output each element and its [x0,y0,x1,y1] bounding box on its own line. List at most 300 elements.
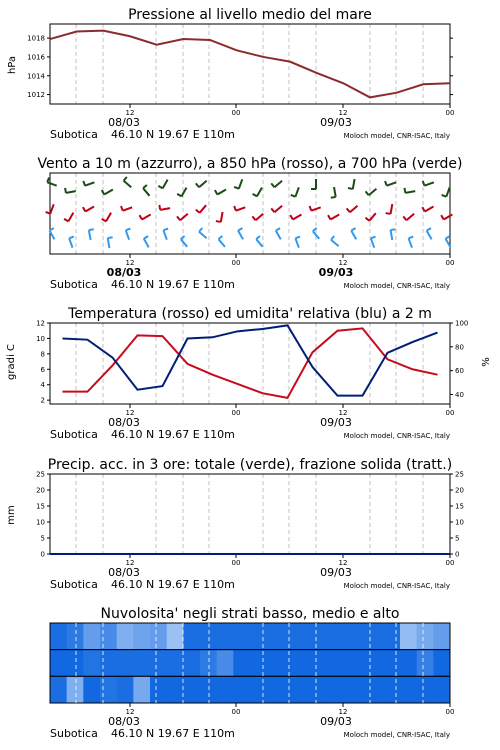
wind-barb-flag [441,215,444,219]
wind-barb [291,187,299,196]
wind-barb-flag [102,190,105,194]
wind-barb-flag [290,215,293,219]
wind-barb-flag [219,236,223,239]
wind-panel [46,173,455,267]
wind-barb-flag [163,229,168,231]
cloud-cell [217,650,234,677]
x-tick-label: 00 [231,559,241,567]
wind-barb-shaft [409,238,412,247]
cloud-cell [433,650,450,677]
wind-barb-flag [159,205,160,210]
wind-barb-shaft [106,213,111,222]
wind-barb-shaft [180,214,188,220]
cloud-cell [183,676,200,703]
cloud-cell [167,623,184,650]
wind-barb-shaft [47,182,56,185]
y-tick-label: 15 [36,502,45,511]
wind-barb [422,207,433,212]
cloud-cell [367,623,384,650]
wind-barb [181,236,187,247]
wind-barb [403,214,414,220]
wind-barb [216,212,223,222]
wind-barb-shaft [334,187,336,197]
wind-barb-shaft [293,215,302,220]
cloud-cell [283,650,300,677]
wind-barb-flag [295,237,300,239]
cloud-cell [400,650,417,677]
wind-barb-flag [196,183,199,187]
wind-barb [366,189,377,195]
wind-barb [215,190,226,195]
cloud-cell [217,676,234,703]
cloud-cell [233,676,250,703]
wind-barb-flag [256,236,260,239]
cloud-cell [50,650,67,677]
x-tick-label: 12 [125,559,135,567]
cloud-cell [417,676,434,703]
cloud-cell [133,676,150,703]
wind-barb-flag [216,221,221,222]
wind-barb-flag [348,188,353,189]
wind-barb [159,205,170,210]
wind-barb-flag [347,208,350,212]
wind-barb-flag [366,218,370,221]
wind-barb [65,188,76,193]
y-tick-label-right: 100 [455,319,469,328]
wind-barb-shaft [221,212,223,222]
pressure-panel [27,24,454,117]
cloud-cell [300,623,317,650]
wind-barb [89,229,94,240]
cloud-cell [250,623,267,650]
wind-barb [139,215,150,220]
y-tick-label: 8 [40,350,45,359]
wind-barb-flag [124,177,127,181]
wind-barb-shaft [50,204,53,213]
y-tick-label: 1018 [27,34,45,43]
credit-label: Moloch model, CNR-ISAC, Italy [343,731,450,739]
wind-barb [252,214,263,220]
y-tick-label-right: 80 [455,343,464,352]
cloud-cell [150,676,167,703]
wind-barb-shaft [238,231,243,240]
wind-barb-shaft [295,187,298,196]
wind-barb-shaft [350,206,358,212]
date-label: 08/03 [108,416,140,429]
cloud-cell [133,650,150,677]
wind-barb-shaft [85,207,94,212]
wind-barb [427,228,432,239]
y-tick-label: 1012 [27,91,45,100]
wind-barb-flag [234,187,239,189]
cloud-cell [317,623,334,650]
cloud-cell [150,623,167,650]
wind-barb-flag [423,181,425,186]
x-tick-label: 12 [125,259,135,267]
cloud-cell [83,650,100,677]
cloud-cell [283,676,300,703]
y-tick-label: 4 [40,381,45,390]
wind-barb-shaft [391,230,393,240]
wind-barb-shaft [295,238,298,247]
wind-barb [83,181,94,186]
cloud-cell [233,623,250,650]
wind-title: Vento a 10 m (azzurro), a 850 hPa (rosso), a 700 hPa (verde) [37,156,463,172]
wind-barb-flag [276,228,280,231]
x-tick-label: 00 [231,259,241,267]
wind-barb-shaft [123,207,132,210]
wind-barb-shaft [68,213,73,222]
wind-barb-flag [442,195,447,197]
cloud-cell [383,650,400,677]
wind-barb-shaft [124,181,132,187]
x-tick-label: 00 [231,708,241,716]
x-tick-label: 12 [338,259,348,267]
wind-barb [348,179,355,189]
wind-barb-shaft [351,231,356,240]
wind-barb [253,188,262,197]
y-tick-label-right: 20 [455,486,464,495]
coords-label: 46.10 N 19.67 E 110m [111,278,235,291]
x-tick-label: 00 [445,708,455,716]
wind-barb [385,181,396,186]
cloud-cell [83,623,100,650]
wind-barb-shaft [66,191,76,193]
wind-barb [442,187,450,196]
wind-barb-flag [102,219,106,222]
date-label: 08/03 [106,266,142,279]
y-tick-label: 2 [40,396,45,405]
credit-label: Moloch model, CNR-ISAC, Italy [343,582,450,590]
wind-barb-shaft [143,188,149,196]
y-tick-label: 10 [36,334,45,343]
pressure-line [50,31,450,98]
x-tick-label: 12 [125,109,135,117]
cloud-cell [317,650,334,677]
wind-barb-flag [310,206,312,211]
y-tick-label-right: 40 [455,390,464,399]
credit-label: Moloch model, CNR-ISAC, Italy [343,432,450,440]
coords-label: 46.10 N 19.67 E 110m [111,578,235,591]
y-tick-label: 12 [36,319,45,328]
y-tick-label-right: 0 [455,550,460,559]
wind-barb [177,214,188,220]
credit-label: Moloch model, CNR-ISAC, Italy [343,132,450,140]
wind-barb [144,236,149,247]
y-tick-label-right: 5 [455,534,460,543]
wind-barb [196,205,206,213]
wind-barb [158,180,167,189]
wind-barb-flag [386,213,391,214]
cloud-cell [117,676,134,703]
wind-barb-shaft [276,231,281,240]
wind-barb-flag [126,229,131,231]
wind-barb-flag [328,215,331,219]
wind-barb-flag [83,207,86,211]
x-tick-label: 00 [445,259,455,267]
y-tick-label: 25 [36,470,45,479]
wind-barb-flag [64,219,68,222]
panel-frame [50,323,450,404]
x-tick-label: 12 [338,409,348,417]
wind-barb [196,181,207,187]
wind-barb [310,206,321,211]
wind-barb-flag [83,181,85,186]
wind-barb-shaft [236,207,245,210]
cloud-cell [300,676,317,703]
cloud-cell [317,676,334,703]
location-label: Subotica [50,128,98,141]
precip-panel [36,471,464,568]
date-label: 09/03 [320,566,352,579]
wind-barb-flag [238,228,242,231]
wind-barb [64,213,73,222]
y-tick-label-right: 25 [455,470,464,479]
wind-barb-shaft [387,182,396,185]
wind-barb-shaft [69,238,72,247]
wind-barb-flag [271,183,274,187]
wind-barb-shaft [274,206,282,212]
cloud-cell [267,650,284,677]
x-tick-label: 00 [445,559,455,567]
y-tick-label-right: 60 [455,367,464,376]
x-tick-label: 00 [445,409,455,417]
date-label: 08/03 [108,116,140,129]
cloud-cell [350,650,367,677]
cloud-cell [50,623,67,650]
wind-barb [423,181,434,186]
cloud-cell [333,650,350,677]
cloud-cell [367,676,384,703]
cloud-cell [400,623,417,650]
cloud-cell [383,676,400,703]
x-tick-label: 12 [125,708,135,716]
wind-barb-flag [139,215,142,219]
wind-barb-shaft [331,240,339,246]
cloud-cell [67,676,84,703]
x-tick-label: 12 [338,109,348,117]
cloud-cell [333,623,350,650]
cloud-cell [433,623,450,650]
wind-barb-shaft [257,188,262,197]
wind-barb [391,229,396,240]
wind-barb-flag [108,237,113,238]
cloud-cell [233,650,250,677]
wind-barb [163,229,168,240]
wind-barb-shaft [405,191,415,193]
wind-barb-shaft [144,239,149,248]
wind-barb-shaft [217,190,226,195]
wind-barb [199,228,207,238]
wind-barb [234,206,245,211]
location-label: Subotica [50,278,98,291]
wind-barb-shaft [219,239,225,247]
wind-barb [256,236,262,247]
x-tick-label: 12 [338,708,348,716]
cloud-cell [433,676,450,703]
coords-label: 46.10 N 19.67 E 110m [111,727,235,740]
cloud-cell [183,623,200,650]
wind-barb-shaft [256,239,262,247]
y-tick-label: 1016 [27,53,45,62]
wind-barb [124,177,132,187]
wind-barb [347,206,358,212]
wind-barb-flag [253,194,257,197]
cloud-panel [50,623,454,716]
wind-barb-shaft [444,215,453,220]
cloud-cell [250,676,267,703]
wind-barb [441,215,452,220]
cloud-cell [350,623,367,650]
wind-barb [295,237,300,248]
y-tick-label: 6 [40,365,45,374]
cloud-cell [250,650,267,677]
wind-barb-flag [144,236,148,239]
wind-barb [371,237,376,248]
wind-barb-shaft [371,238,374,247]
wind-barb-shaft [200,205,206,213]
wind-barb-flag [427,228,431,231]
wind-barb-shaft [108,238,110,248]
wind-barb-shaft [163,180,168,189]
y-tick-label: 20 [36,486,45,495]
wind-barb [404,188,415,193]
date-label: 08/03 [108,566,140,579]
date-label: 08/03 [108,715,140,728]
wind-barb [234,179,242,188]
cloud-cell [267,623,284,650]
wind-barb [311,179,316,189]
date-label: 09/03 [320,715,352,728]
coords-label: 46.10 N 19.67 E 110m [111,428,235,441]
wind-barb-shaft [274,181,282,187]
wind-barb [328,215,339,220]
wind-barb-flag [234,206,236,211]
wind-barb-flag [69,237,74,239]
wind-barb-shaft [199,181,207,187]
y-tick-label: 10 [36,518,45,527]
wind-barb [276,228,281,239]
cloud-cell [400,676,417,703]
wind-barb [271,181,282,187]
wind-barb [409,237,414,248]
cloud-cell [333,676,350,703]
wind-barb-flag [47,178,49,183]
precip-ylabel: mm [6,505,17,525]
cloud-cell [367,650,384,677]
wind-barb-flag [199,228,202,232]
wind-barb-flag [158,186,162,189]
date-label: 09/03 [320,416,352,429]
wind-barb [177,188,186,197]
wind-barb-flag [371,237,376,239]
cloud-cell [350,676,367,703]
wind-barb-flag [391,229,396,230]
x-tick-label: 12 [125,409,135,417]
x-tick-label: 00 [231,109,241,117]
location-label: Subotica [50,578,98,591]
temp-ylabel: gradi C [6,344,17,380]
pressure-ylabel: hPa [7,55,18,75]
wind-barb-flag [181,236,185,239]
pressure-title: Pressione al livello medio del mare [128,7,372,23]
wind-barb [366,213,376,221]
wind-barb-shaft [427,231,432,240]
wind-barb-flag [291,195,296,197]
wind-barb-flag [403,216,406,220]
panel-frame [50,24,450,104]
date-label: 09/03 [318,266,354,279]
wind-barb [219,236,225,247]
wind-barb-flag [177,194,181,197]
wind-barb-shaft [331,215,340,220]
wind-barb [351,228,356,239]
wind-barb-flag [215,190,218,194]
wind-barb-flag [143,185,147,188]
precip-title: Precip. acc. in 3 ore: totale (verde), frazione solida (tratt.) [47,457,453,473]
wind-barb [69,237,74,248]
cloud-cell [417,623,434,650]
credit-label: Moloch model, CNR-ISAC, Italy [343,282,450,290]
cloud-cell [283,623,300,650]
coords-label: 46.10 N 19.67 E 110m [111,128,235,141]
location-label: Subotica [50,727,98,740]
wind-barb-flag [385,181,387,186]
cloud-cell [167,676,184,703]
wind-barb-shaft [353,179,355,189]
wind-barb-flag [366,191,369,195]
cloud-cell [267,676,284,703]
wind-barb-shaft [239,179,242,188]
wind-barb [331,236,339,246]
wind-barb-shaft [446,187,449,196]
wind-barb-flag [196,210,200,213]
wind-barb [83,207,94,212]
wind-barb-flag [271,208,274,212]
wind-barb [108,237,113,248]
wind-barb-shaft [126,230,129,239]
wind-barb-flag [252,216,255,220]
cloud-cell [300,650,317,677]
cloud-title: Nuvolosita' negli strati basso, medio e alto [100,606,400,622]
wind-barb-flag [404,188,405,193]
wind-barb-shaft [425,207,434,212]
wind-barb-flag [177,216,180,220]
wind-barb [331,187,336,198]
wind-barb-shaft [163,230,166,239]
wind-barb-flag [351,228,355,231]
cloud-cell [167,650,184,677]
cloud-cell [217,623,234,650]
wind-barb-flag [121,206,123,211]
temp-title: Temperatura (rosso) ed umidita' relativa (blu) a 2 m [68,306,432,322]
wind-barb-shaft [89,230,91,240]
y-tick-label: 1014 [27,72,45,81]
rh-ylabel: % [481,357,492,367]
wind-barb [143,185,149,196]
wind-barb-shaft [406,214,414,220]
temp-panel [36,320,468,418]
cloud-cell [150,650,167,677]
wind-barb [290,215,301,220]
panel-frame [50,474,450,554]
wind-barb-shaft [142,215,151,220]
wind-barb [271,206,282,212]
wind-barb [386,204,393,214]
wind-barb-shaft [182,188,187,197]
wind-barb-shaft [391,204,393,214]
y-tick-label: 0 [40,550,45,559]
